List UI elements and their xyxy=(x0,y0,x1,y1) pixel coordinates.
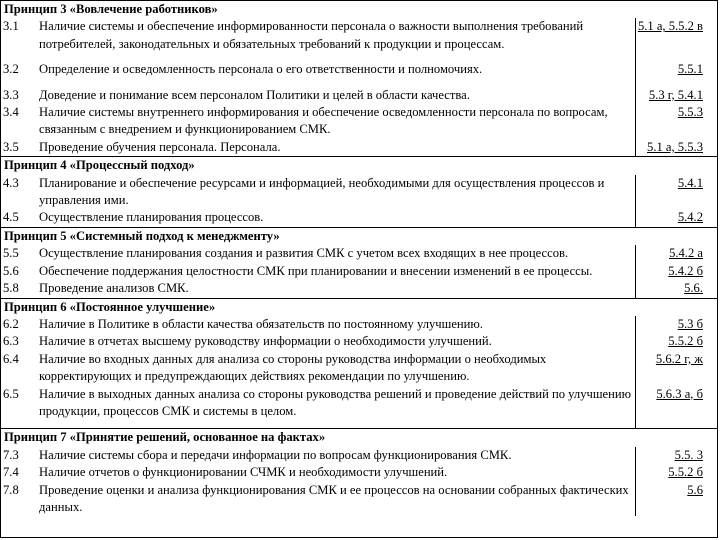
item-description: Доведение и понимание всем персоналом Политики и целей в области качества. xyxy=(37,87,635,104)
standard-reference xyxy=(635,447,717,464)
table-row xyxy=(1,482,717,517)
principle-heading xyxy=(1,157,717,175)
item-description: Наличие системы внутреннего информирования и обеспечение осведомленности персонала по вопросам, связанным с внедрением и функционированием СМК. xyxy=(37,104,635,139)
item-description: Проведение оценки и анализа функционирования СМК и ее процессов на основании собранных фактических данных. xyxy=(37,482,635,517)
reference-link[interactable]: 5.6.2 г, ж xyxy=(655,351,703,366)
standard-reference xyxy=(635,333,717,350)
row-spacer xyxy=(1,79,717,87)
requirements-table xyxy=(1,1,717,516)
principle-heading xyxy=(1,227,717,245)
standard-reference xyxy=(635,316,717,333)
principle-title: Принцип 5 «Системный подход к менеджменту» xyxy=(1,227,717,245)
item-description: Наличие в Политике в области качества обязательств по постоянному улучшению. xyxy=(37,316,635,333)
item-number: 3.3 xyxy=(3,87,19,102)
item-description: Проведение обучения персонала. Персонала. xyxy=(37,139,635,157)
standard-reference xyxy=(635,351,717,386)
reference-link[interactable]: 5.6.3 а, б xyxy=(656,386,703,401)
item-description: Обеспечение поддержания целостности СМК при планировании и внесении изменений в ее процессы. xyxy=(37,263,635,280)
standard-reference xyxy=(635,245,717,262)
item-description: Наличие системы сбора и передачи информации по вопросам функционирования СМК. xyxy=(37,447,635,464)
standard-reference xyxy=(635,482,717,517)
reference-link[interactable]: 5.3 б xyxy=(677,316,703,331)
table-row xyxy=(1,333,717,350)
table-row xyxy=(1,175,717,210)
standard-reference xyxy=(635,175,717,210)
principle-heading xyxy=(1,429,717,447)
principle-title: Принцип 7 «Принятие решений, основанное на фактах» xyxy=(1,429,717,447)
reference-link[interactable]: 5.4.1 xyxy=(677,175,703,190)
table-row xyxy=(1,139,717,157)
item-number: 3.4 xyxy=(3,105,19,120)
item-number: 7.4 xyxy=(3,465,19,480)
item-description: Наличие отчетов о функционировании СЧМК и необходимости улучшений. xyxy=(37,464,635,481)
item-number: 3.5 xyxy=(3,139,19,154)
item-number: 6.4 xyxy=(3,351,19,366)
item-description: Наличие во входных данных для анализа со стороны руководства информации о необходимых корректирующих и предупреждающих действиях рекомендации по улучшению. xyxy=(37,351,635,386)
item-description: Определение и осведомленность персонала о его ответственности и полномочиях. xyxy=(37,61,635,78)
item-number: 5.6 xyxy=(3,263,19,278)
table-row xyxy=(1,464,717,481)
standard-reference xyxy=(635,139,717,157)
table-row xyxy=(1,386,717,421)
item-number: 5.8 xyxy=(3,281,19,296)
table-row xyxy=(1,18,717,53)
principle-title: Принцип 4 «Процессный подход» xyxy=(1,157,717,175)
reference-link[interactable]: 5.5. 3 xyxy=(674,447,703,462)
standard-reference xyxy=(635,280,717,298)
reference-link[interactable]: 5.4.2 а xyxy=(669,246,703,261)
item-number: 6.3 xyxy=(3,334,19,349)
table-row xyxy=(1,61,717,78)
standard-reference xyxy=(635,386,717,421)
item-description: Наличие системы и обеспечение информированности персонала о важности выполнения требований потребителей, законодательных и обязательных требований к продукции и процессам. xyxy=(37,18,635,53)
table-row xyxy=(1,104,717,139)
standard-reference xyxy=(635,263,717,280)
standard-reference xyxy=(635,87,717,104)
item-number: 6.2 xyxy=(3,316,19,331)
row-spacer xyxy=(1,420,717,429)
item-number: 7.3 xyxy=(3,447,19,462)
standard-reference xyxy=(635,209,717,227)
table-row xyxy=(1,263,717,280)
reference-link[interactable]: 5.5.3 xyxy=(677,105,703,120)
reference-link[interactable]: 5.1 а, 5.5.2 в xyxy=(637,19,703,34)
reference-link[interactable]: 5.6. xyxy=(684,281,703,296)
table-row xyxy=(1,245,717,262)
reference-link[interactable]: 5.6 xyxy=(687,482,703,497)
standard-reference xyxy=(635,104,717,139)
table-row xyxy=(1,280,717,298)
reference-link[interactable]: 5.5.1 xyxy=(677,62,703,77)
table-row xyxy=(1,316,717,333)
item-number: 3.1 xyxy=(3,19,19,34)
reference-link[interactable]: 5.1 а, 5.5.3 xyxy=(647,139,703,154)
table-row xyxy=(1,351,717,386)
principle-title: Принцип 6 «Постоянное улучшение» xyxy=(1,298,717,316)
reference-link[interactable]: 5.5.2 б xyxy=(668,465,703,480)
reference-link[interactable]: 5.3 г, 5.4.1 xyxy=(648,87,703,102)
item-number: 3.2 xyxy=(3,62,19,77)
item-number: 7.8 xyxy=(3,482,19,497)
item-description: Наличие в отчетах высшему руководству информации о необходимости улучшений. xyxy=(37,333,635,350)
principle-heading xyxy=(1,298,717,316)
principle-title: Принцип 3 «Вовлечение работников» xyxy=(4,2,218,16)
item-description: Осуществление планирования процессов. xyxy=(37,209,635,227)
item-number: 4.3 xyxy=(3,175,19,190)
reference-link[interactable]: 5.5.2 б xyxy=(668,334,703,349)
standard-reference xyxy=(635,464,717,481)
item-description: Наличие в выходных данных анализа со стороны руководства решений и проведение действий по улучшению продукции, процессов СМК и системы в целом. xyxy=(37,386,635,421)
reference-link[interactable]: 5.4.2 xyxy=(677,210,703,225)
standard-reference xyxy=(635,18,717,53)
item-description: Проведение анализов СМК. xyxy=(37,280,635,298)
table-row xyxy=(1,447,717,464)
standard-reference xyxy=(635,61,717,78)
item-number: 4.5 xyxy=(3,210,19,225)
table-body xyxy=(1,1,717,516)
item-number: 6.5 xyxy=(3,386,19,401)
item-description: Осуществление планирования создания и развития СМК с учетом всех входящих в нее процессов. xyxy=(37,245,635,262)
reference-link[interactable]: 5.4.2 б xyxy=(668,263,703,278)
item-description: Планирование и обеспечение ресурсами и информацией, необходимыми для осуществления процессов и управления ими. xyxy=(37,175,635,210)
item-number: 5.5 xyxy=(3,246,19,261)
row-spacer xyxy=(1,53,717,61)
principle-heading xyxy=(1,1,717,18)
table-row xyxy=(1,87,717,104)
table-row xyxy=(1,209,717,227)
